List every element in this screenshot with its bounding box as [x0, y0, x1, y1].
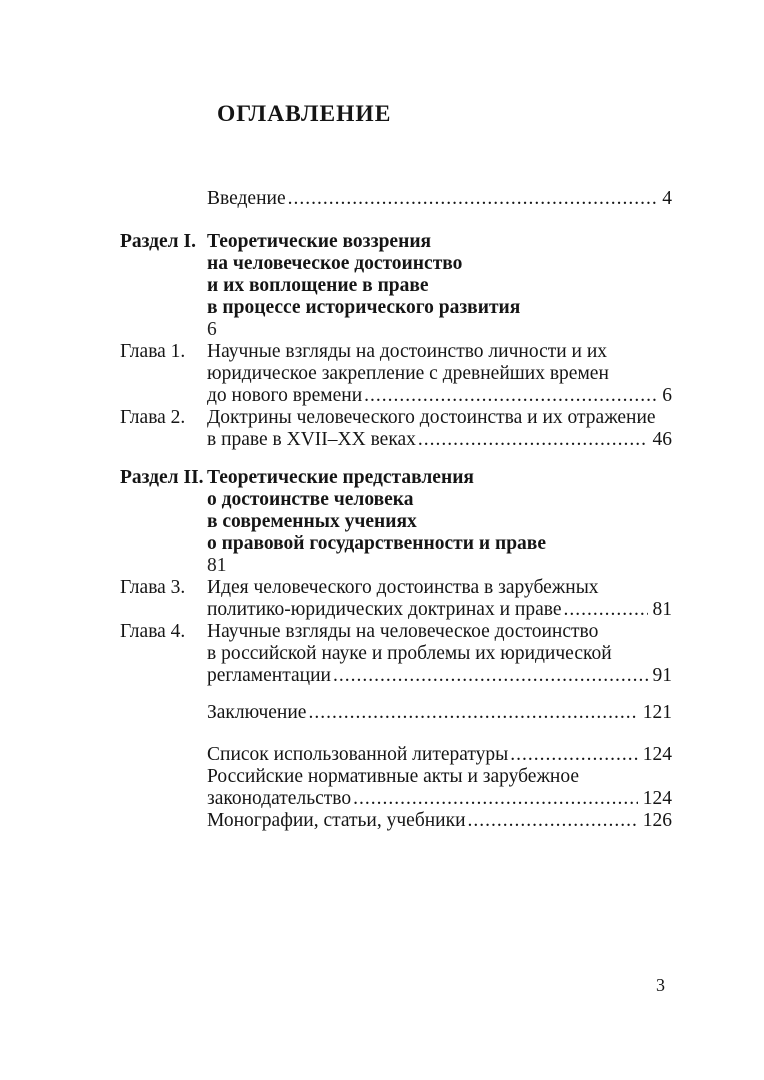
dot-leader	[418, 429, 648, 451]
entry-line	[207, 643, 672, 665]
entry-line	[207, 599, 672, 621]
entry-line-text: политико-юридических доктринах и праве	[207, 599, 562, 620]
entry-line	[207, 253, 672, 275]
entry-line	[207, 429, 672, 451]
entry-content	[207, 621, 672, 687]
entry-content	[207, 810, 672, 832]
dot-leader	[353, 788, 638, 810]
entry-page-number: 6	[662, 385, 672, 406]
dot-leader	[510, 744, 637, 766]
entry-label: Раздел I.	[120, 231, 196, 252]
entry-line	[207, 489, 672, 511]
entry-label: Глава 4.	[120, 621, 186, 642]
dot-leader	[364, 385, 657, 407]
entry-line	[207, 810, 672, 832]
entry-line-text: в праве в XVII–XX веках	[207, 429, 416, 450]
entry-page-number: 126	[642, 810, 672, 831]
footer-page-number: 3	[656, 975, 665, 995]
entry-page-number: 124	[642, 744, 672, 765]
entry-label: Глава 2.	[120, 407, 186, 428]
entry-page-number: 6	[207, 319, 217, 340]
entry-content	[207, 467, 672, 577]
entry-page-number: 46	[652, 429, 672, 450]
entry-page-number: 124	[642, 788, 672, 809]
entry-line	[207, 297, 672, 319]
entry-content	[207, 702, 672, 724]
entry-line	[207, 363, 672, 385]
entry-page-number: 81	[652, 599, 672, 620]
entry-content	[207, 341, 672, 407]
entry-content	[207, 407, 672, 451]
entry-content	[207, 744, 672, 766]
entry-line	[207, 275, 672, 297]
entry-line	[207, 621, 672, 643]
entry-line	[207, 385, 672, 407]
dot-leader	[288, 188, 658, 210]
entry-line	[207, 577, 672, 599]
toc-entry	[120, 407, 672, 451]
entry-content	[207, 766, 672, 810]
entry-line-text: Заключение	[207, 702, 307, 723]
entry-content	[207, 231, 672, 341]
entry-line	[207, 407, 672, 429]
toc-entry	[120, 702, 672, 724]
entry-line	[207, 188, 672, 210]
entry-label: Раздел II.	[120, 467, 204, 488]
entry-line-text: Доктрины человеческого достоинства и их отражение	[207, 407, 656, 428]
toc-entry	[120, 577, 672, 621]
entry-line-text: Идея человеческого достоинства в зарубежных	[207, 577, 599, 598]
entry-line-text: в современных учениях	[207, 511, 417, 532]
entry-line-text: Научные взгляды на человеческое достоинство	[207, 621, 599, 642]
page-title: ОГЛАВЛЕНИЕ	[217, 101, 392, 127]
entry-line	[207, 744, 672, 766]
entry-line-text: в процессе исторического развития	[207, 297, 521, 318]
entry-label: Глава 3.	[120, 577, 186, 598]
toc-entry	[120, 621, 672, 687]
entry-line	[207, 766, 672, 788]
entry-line-text: Список использованной литературы	[207, 744, 509, 765]
entry-line-text: Введение	[207, 188, 286, 209]
toc-entry	[120, 744, 672, 766]
entry-label: Глава 1.	[120, 341, 186, 362]
entry-line-text: о достоинстве человека	[207, 489, 414, 510]
table-of-contents	[120, 188, 672, 832]
entry-line	[207, 467, 672, 489]
toc-entry	[120, 188, 672, 210]
toc-entry	[120, 231, 672, 341]
entry-line	[207, 341, 672, 363]
entry-line	[207, 511, 672, 533]
toc-entry	[120, 467, 672, 577]
entry-line	[207, 665, 672, 687]
entry-line-text: юридическое закрепление с древнейших времен	[207, 363, 609, 384]
entry-page-number: 91	[652, 665, 672, 686]
dot-leader	[468, 810, 638, 832]
entry-line-text: Российские нормативные акты и зарубежное	[207, 766, 579, 787]
entry-line-text: Монографии, статьи, учебники	[207, 810, 466, 831]
entry-content	[207, 577, 672, 621]
toc-entry	[120, 810, 672, 832]
dot-leader	[563, 599, 647, 621]
entry-line	[207, 702, 672, 724]
dot-leader	[333, 665, 648, 687]
entry-page-number: 121	[642, 702, 672, 723]
entry-page-number: 81	[207, 555, 227, 576]
entry-line-text: до нового времени	[207, 385, 363, 406]
entry-line-text: и их воплощение в праве	[207, 275, 429, 296]
entry-line	[207, 788, 672, 810]
entry-line-text: законодательство	[207, 788, 352, 809]
entry-line-text: Теоретические воззрения	[207, 231, 432, 252]
toc-entry	[120, 341, 672, 407]
entry-line-text: в российской науке и проблемы их юридической	[207, 643, 612, 664]
dot-leader	[308, 702, 637, 724]
entry-line-text: Теоретические представления	[207, 467, 474, 488]
entry-line	[207, 533, 672, 555]
entry-content	[207, 188, 672, 210]
toc-entry	[120, 766, 672, 810]
entry-line-text: о правовой государственности и праве	[207, 533, 546, 554]
entry-line	[207, 231, 672, 253]
entry-page-number: 4	[662, 188, 672, 209]
entry-line-text: на человеческое достоинство	[207, 253, 463, 274]
entry-line-text: регламентации	[207, 665, 331, 686]
entry-line-text: Научные взгляды на достоинство личности и их	[207, 341, 608, 362]
